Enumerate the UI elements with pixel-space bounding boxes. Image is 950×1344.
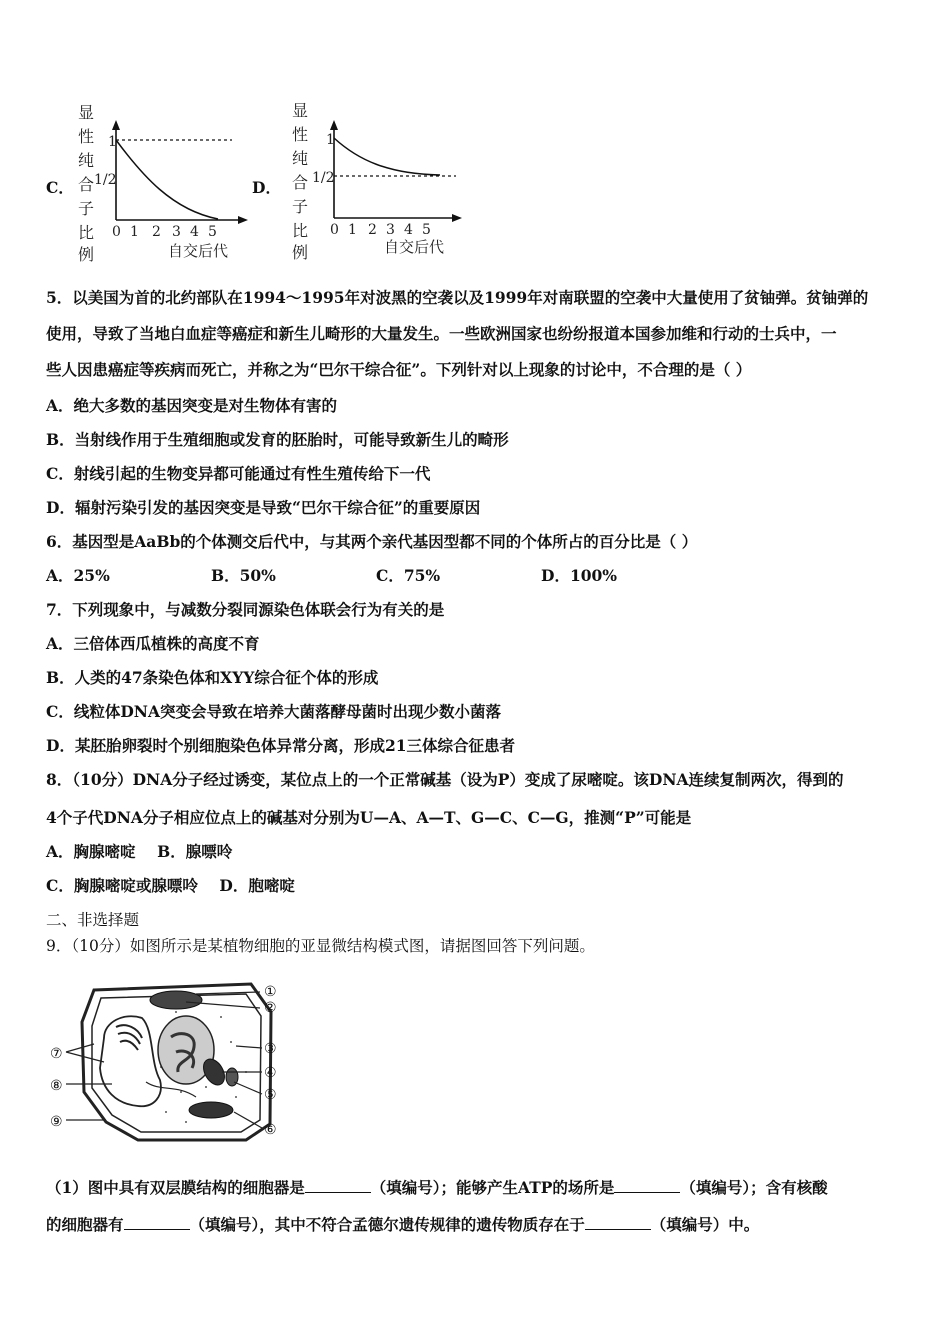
chloroplast-top (150, 991, 202, 1009)
answer-blank[interactable] (305, 1178, 371, 1193)
q8-stem-line1: 8．（10分）DNA分子经过诱变，某位点上的一个正常碱基（设为P）变成了尿嘧啶。该DNA连续复制两次，得到的 (46, 770, 844, 789)
q7-option-a: A．三倍体西瓜植株的高度不育 (46, 634, 260, 653)
q6-stem: 6．基因型是AaBb的个体测交后代中，与其两个亲代基因型都不同的个体所占的百分比是（ ） (46, 532, 698, 551)
graph-c-xtick: 4 (190, 224, 199, 240)
graph-c-xtick: 3 (172, 224, 181, 240)
graph-d-label: D． (252, 178, 281, 197)
q9-stem: 9．（10分）如图所示是某植物细胞的亚显微结构模式图，请据图回答下列问题。 (46, 937, 595, 955)
graph-c-xtick: 0 (112, 224, 121, 240)
q7-option-b: B．人类的47条染色体和XYY综合征个体的形成 (46, 668, 379, 687)
graph-c-ytick-1: 1 (108, 134, 117, 150)
figure-label-6: ⑥ (264, 1122, 277, 1138)
graph-c-x-arrow (238, 216, 248, 224)
graph-c (72, 100, 252, 265)
graph-c-y-arrow (112, 120, 120, 130)
q9-sub1-line1 (46, 1176, 828, 1198)
graph-c-xtick: 5 (208, 224, 217, 240)
graph-d-ytick-1: 1 (326, 132, 335, 148)
q6-option-d: D．100% (541, 566, 618, 585)
q8-options-cd: C．胸腺嘧啶或腺嘌呤 D．胞嘧啶 (46, 876, 295, 895)
answer-blank[interactable] (585, 1215, 651, 1230)
q8-stem-line2: 4个子代DNA分子相应位点上的碱基对分别为U—A、A—T、G—C、C—G，推测“P”可能是 (46, 808, 692, 827)
q5-option-d: D．辐射污染引发的基因突变是导致“巴尔干综合征”的重要原因 (46, 498, 481, 517)
graph-d-y-arrow (330, 120, 338, 130)
q9-sub1-text: 的细胞器有 (46, 1215, 124, 1234)
graph-c-ytitle-char: 子 (78, 199, 95, 218)
graph-d-curve (334, 138, 440, 175)
q6-option-b: B．50% (211, 566, 276, 585)
q5-option-c: C．射线引起的生物变异都可能通过有性生殖传给下一代 (46, 464, 431, 483)
figure-label-2: ② (264, 1000, 277, 1016)
q5-stem-line2: 使用，导致了当地白血症等癌症和新生儿畸形的大量发生。一些欧洲国家也纷纷报道本国参加维和行动的士兵中，一 (46, 324, 837, 343)
q9-sub1-text: （填编号），其中不符合孟德尔遗传规律的遗传物质存在于 (189, 1215, 585, 1234)
figure-label-7: ⑦ (50, 1046, 63, 1062)
graph-d-xtick: 0 (330, 222, 339, 238)
q5-option-b: B．当射线作用于生殖细胞或发育的胚胎时，可能导致新生儿的畸形 (46, 430, 509, 449)
graph-c-ytitle-char: 纯 (78, 151, 95, 170)
chloroplast-bottom (189, 1102, 233, 1118)
graph-d-xtick: 5 (422, 222, 431, 238)
q5-stem-line3: 些人因患癌症等疾病而死亡，并称之为“巴尔干综合征”。下列针对以上现象的讨论中，不合理的是（ ） (46, 360, 752, 379)
graph-d-x-label: 自交后代 (384, 238, 445, 256)
graph-d-ytitle-char: 合 (292, 173, 309, 192)
graph-c-ytick-half: 1/2 (94, 172, 117, 188)
graph-d-xtick: 4 (404, 222, 413, 238)
figure-label-9: ⑨ (50, 1114, 63, 1130)
figure-label-5: ⑤ (264, 1087, 277, 1103)
q7-option-c: C．线粒体DNA突变会导致在培养大菌落酵母菌时出现少数小菌落 (46, 702, 501, 721)
graph-c-label: C． (46, 178, 74, 197)
figure-label-3: ③ (264, 1041, 277, 1057)
q5-stem-line1: 5．以美国为首的北约部队在1994～1995年对波黑的空袭以及1999年对南联盟的空袭中大量使用了贫铀弹。贫铀弹的 (46, 288, 869, 307)
graph-d-ytitle-char: 比 (292, 221, 309, 240)
graph-c-y-title (78, 103, 94, 264)
graph-d-ytick-half: 1/2 (312, 170, 335, 186)
answer-blank[interactable] (124, 1215, 190, 1230)
q6-option-a: A．25% (46, 566, 110, 585)
graph-c-x-label: 自交后代 (168, 242, 229, 260)
q7-stem: 7．下列现象中，与减数分裂同源染色体联会行为有关的是 (46, 600, 445, 619)
graph-c-ytitle-char: 显 (78, 103, 95, 122)
graph-c-ytitle-char: 性 (78, 127, 95, 146)
q7-option-d: D．某胚胎卵裂时个别细胞染色体异常分离，形成21三体综合征患者 (46, 736, 516, 755)
q5-option-a: A．绝大多数的基因突变是对生物体有害的 (46, 396, 338, 415)
graph-c-xtick: 2 (152, 224, 161, 240)
vacuole (100, 1016, 161, 1106)
figure-label-1: ① (264, 984, 277, 1000)
graph-d-xtick: 1 (348, 222, 357, 238)
figure-label-8: ⑧ (50, 1078, 63, 1094)
answer-blank[interactable] (614, 1178, 680, 1193)
graph-d-ytitle-char: 显 (292, 101, 309, 120)
graph-c-ytitle-char: 合 (78, 175, 95, 194)
graph-d-x-arrow (452, 214, 462, 222)
graph-d-ytitle-char: 子 (292, 197, 309, 216)
plant-cell-figure (46, 972, 296, 1148)
graph-c-curve (116, 140, 218, 219)
q9-sub1-text: （填编号）；能够产生ATP的场所是 (370, 1178, 615, 1197)
q9-sub1-text: （填编号）中。 (650, 1215, 760, 1234)
graph-c-ytitle-char: 比 (78, 223, 95, 242)
q9-sub1-text: （1）图中具有双层膜结构的细胞器是 (46, 1178, 305, 1197)
graph-d-ytitle-char: 例 (292, 243, 309, 262)
section-heading: 二、非选择题 (46, 911, 140, 929)
graph-d-y-title (292, 101, 308, 262)
q8-options-ab: A．胸腺嘧啶 B．腺嘌呤 (46, 842, 233, 861)
graph-c-xtick: 1 (130, 224, 139, 240)
q9-sub1-line2 (46, 1213, 759, 1235)
graph-d-ytitle-char: 性 (292, 125, 309, 144)
figure-label-4: ④ (264, 1065, 277, 1081)
graph-c-ytitle-char: 例 (78, 245, 95, 264)
q9-sub1-text: （填编号）；含有核酸 (680, 1178, 828, 1197)
graph-d (288, 98, 468, 263)
graph-d-ytitle-char: 纯 (292, 149, 309, 168)
graph-d-xtick: 2 (368, 222, 377, 238)
graph-d-xtick: 3 (386, 222, 395, 238)
q6-option-c: C．75% (376, 566, 441, 585)
